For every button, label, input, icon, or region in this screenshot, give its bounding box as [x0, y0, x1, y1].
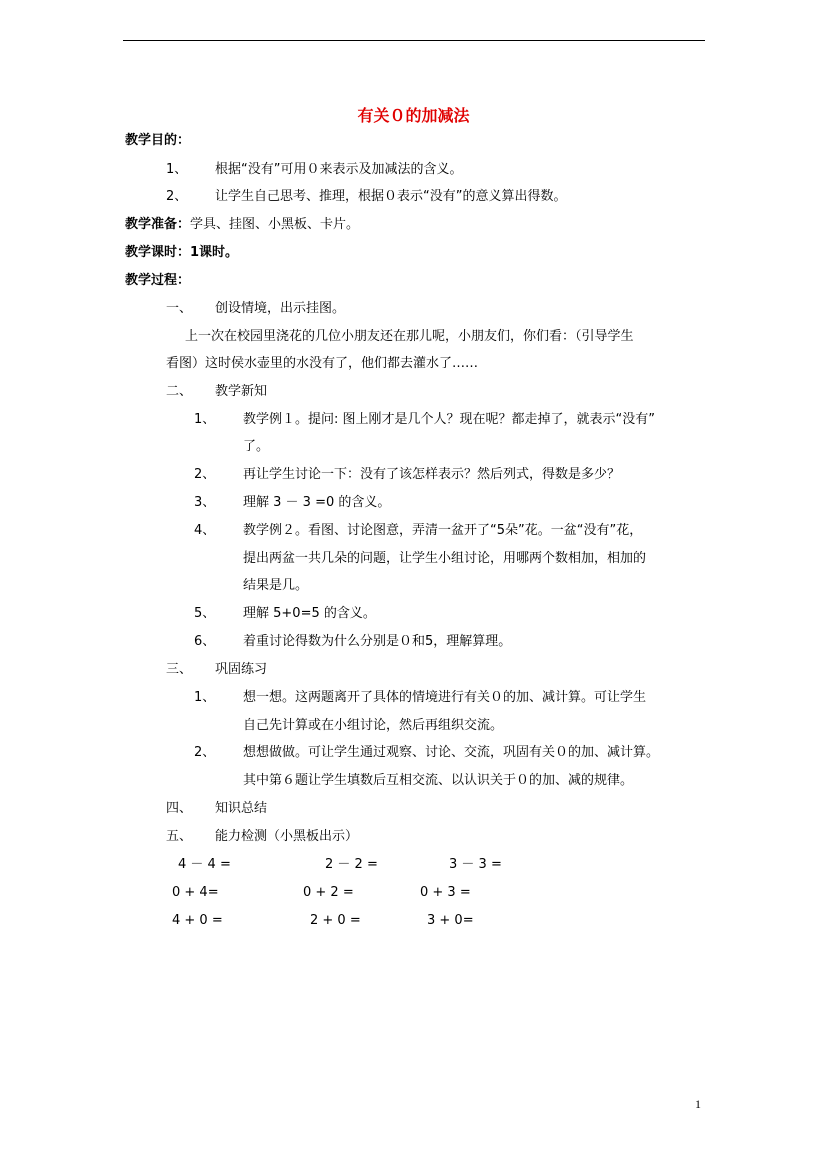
s2-item-2-line-1: 再让学生讨论一下：没有了该怎样表示？然后列式，得数是多少？: [243, 467, 621, 482]
exercise-item: 4 － 4 =: [178, 857, 231, 872]
s2-item-4-line-2: 提出两盆一共几朵的问题，让学生小组讨论，用哪两个数相加，相加的: [243, 551, 647, 566]
s2-item-2-number: 2、: [194, 467, 216, 482]
s2-item-1-line-1: 教学例１。提问: 图上刚才是几个人？现在呢？都走掉了，就表示“没有”: [243, 412, 655, 427]
exercise-item: 2 － 2 =: [325, 857, 378, 872]
section-4-number: 四、: [166, 801, 193, 816]
prep-line: [125, 217, 359, 233]
goal-1-number: 1、: [166, 162, 188, 177]
goals-heading: 教学目的：: [125, 133, 191, 148]
hours-line: 教学课时：1课时。: [125, 245, 239, 260]
section-1-title: 创设情境，出示挂图。: [215, 301, 346, 316]
exercise-item: 0 + 2 =: [303, 885, 354, 900]
s2-item-3-line-1: 理解 3 － 3 =0 的含义。: [243, 495, 391, 510]
section-1-paragraph-line-1: 上一次在校园里浇花的几位小朋友还在那儿呢，小朋友们，你们看：（引导学生: [185, 329, 634, 344]
section-5-number: 五、: [166, 829, 193, 844]
section-1-number: 一、: [166, 301, 193, 316]
s2-item-3-number: 3、: [194, 495, 216, 510]
section-2-number: 二、: [166, 384, 193, 399]
section-4-title: 知识总结: [215, 801, 268, 816]
exercise-item: 3 + 0=: [427, 913, 474, 928]
s2-item-1-line-2: 了。: [243, 439, 270, 454]
goal-1-text: 根据“没有”可用０来表示及加减法的含义。: [215, 162, 463, 177]
s2-item-1-number: 1、: [194, 412, 216, 427]
s3-item-2-line-1: 想想做做。可让学生通过观察、讨论、交流，巩固有关０的加、减计算。: [243, 745, 660, 760]
exercise-item: 2 + 0 =: [310, 913, 361, 928]
section-3-number: 三、: [166, 662, 193, 677]
s3-item-2-line-2: 其中第６题让学生填数后互相交流、以认识关于０的加、减的规律。: [243, 773, 634, 788]
section-5-title: 能力检测（小黑板出示）: [215, 829, 359, 844]
header-rule: [123, 40, 705, 41]
s2-item-6-number: 6、: [194, 634, 216, 649]
s3-item-2-number: 2、: [194, 745, 216, 760]
exercise-item: 4 + 0 =: [172, 913, 223, 928]
s3-item-1-line-1: 想一想。这两题离开了具体的情境进行有关０的加、减计算。可让学生: [243, 690, 647, 705]
s2-item-4-line-1: 教学例２。看图、讨论图意，弄清一盆开了“5朵”花。一盆“没有”花，: [243, 523, 643, 538]
exercise-item: 0 + 3 =: [420, 885, 471, 900]
exercise-item: 0 + 4=: [172, 885, 219, 900]
s3-item-1-line-2: 自己先计算或在小组讨论，然后再组织交流。: [243, 718, 504, 733]
process-heading: 教学过程：: [125, 273, 191, 288]
s3-item-1-number: 1、: [194, 690, 216, 705]
document-title: 有关０的加减法: [357, 106, 470, 125]
prep-heading: 教学准备：: [125, 217, 191, 232]
s2-item-5-number: 5、: [194, 606, 216, 621]
goal-2-number: 2、: [166, 189, 188, 204]
section-2-title: 教学新知: [215, 384, 268, 399]
s2-item-4-number: 4、: [194, 523, 216, 538]
prep-text: 学具、挂图、小黑板、卡片。: [190, 217, 360, 232]
s2-item-6-line-1: 着重讨论得数为什么分别是０和5，理解算理。: [243, 634, 512, 649]
section-1-paragraph-line-2: 看图）这时侯水壶里的水没有了，他们都去灌水了……: [166, 356, 479, 371]
exercise-item: 3 － 3 =: [449, 857, 502, 872]
page-number: 1: [695, 1097, 701, 1111]
section-3-title: 巩固练习: [215, 662, 268, 677]
s2-item-4-line-3: 结果是几。: [243, 578, 309, 593]
goal-2-text: 让学生自己思考、推理，根据０表示“没有”的意义算出得数。: [215, 189, 567, 204]
s2-item-5-line-1: 理解 5+0=5 的含义。: [243, 606, 376, 621]
